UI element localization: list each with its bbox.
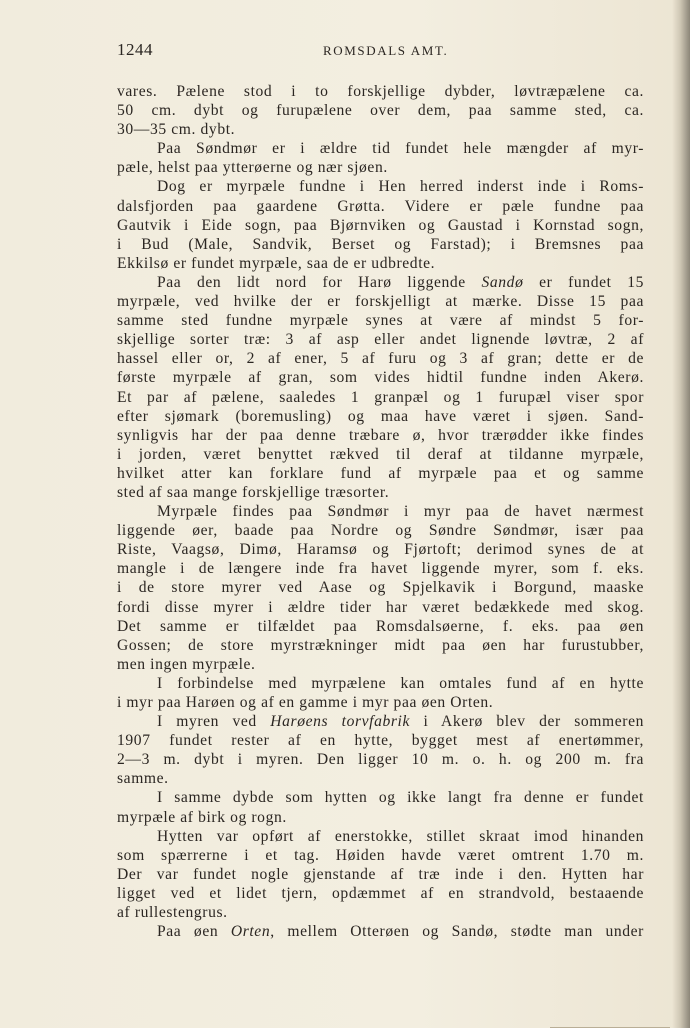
- text-line: Paa øen Orten, mellem Otterøen og Sandø, stødte man under: [157, 923, 644, 941]
- text-line: I samme dybde som hytten og ikke langt fra denne er fundet: [157, 789, 644, 807]
- text-line: Et par af pælene, saaledes 1 granpæl og 1 furupæl viser spor: [117, 388, 644, 406]
- text-line: i de store myrer ved Aase og Spjelkavik i Borgund, maaske: [117, 579, 644, 597]
- text-line: Hytten var opført af enerstokke, stillet skraat imod hinanden: [157, 827, 644, 845]
- text-line: Der var fundet nogle gjenstande af træ inde i den. Hytten har: [117, 865, 644, 883]
- text-line: ligget ved et lidet tjern, opdæmmet af en strandvold, bestaaende: [117, 884, 644, 902]
- page-edge-lines: [550, 997, 670, 1028]
- text-line: Det samme er tilfældet paa Romsdalsøerne, f. eks. paa øen: [117, 617, 644, 635]
- text-line: I forbindelse med myrpælene kan omtales fund af en hytte: [157, 674, 644, 692]
- text-line: skjellige sorter træ: 3 af asp eller andet lignende løvtræ, 2 af: [117, 331, 644, 349]
- text-line: sted af saa mange forskjellige træsorter.: [117, 483, 390, 501]
- text-line: hvilket atter kan forklare fund af myrpæle paa et og samme: [117, 464, 644, 482]
- text-line: i jorden, været benyttet rækved til deraf at tildanne myrpæle,: [117, 445, 644, 463]
- text-line: Paa Søndmør er i ældre tid fundet hele mængder af myr-: [157, 140, 644, 158]
- text-line: Dog er myrpæle fundne i Hen herred inderst inde i Roms-: [157, 178, 644, 196]
- text-line: Riste, Vaagsø, Dimø, Haramsø og Fjørtoft; derimod synes de at: [117, 541, 644, 559]
- text-line: synligvis har der paa denne træbare ø, hvor trærødder ikke findes: [117, 426, 644, 444]
- text-line: i myr paa Harøen og af en gamme i myr paa øen Orten.: [117, 694, 494, 711]
- text-line: vares. Pælene stod i to forskjellige dybder, løvtræpælene ca.: [117, 83, 644, 100]
- text-line: Gossen; de store myrstrækninger midt paa øen har furustubber,: [117, 636, 644, 654]
- text-line: første myrpæle af gran, som vides hidtil fundne inden Akerø.: [117, 369, 644, 387]
- text-line: efter sjømark (boremusling) og maa have været i sjøen. Sand-: [117, 407, 644, 425]
- text-line: myrpæle, ved hvilke der er forskjelligt at mærke. Disse 15 paa: [117, 293, 644, 311]
- text-line: af rullestengrus.: [117, 904, 228, 922]
- text-line: liggende øer, baade paa Nordre og Søndre Søndmør, især paa: [117, 522, 644, 540]
- text-line: pæle, helst paa ytterøerne og nær sjøen.: [117, 159, 388, 177]
- text-line: som spærrerne i et tag. Høiden havde været omtrent 1.70 m.: [117, 846, 644, 864]
- text-line: 1907 fundet rester af en hytte, bygget mest af enertømmer,: [117, 732, 644, 750]
- text-line: i Bud (Male, Sandvik, Berset og Farstad); i Bremsnes paa: [117, 235, 644, 253]
- body-text: [117, 82, 644, 941]
- page-number: 1244: [117, 40, 153, 59]
- text-line: Paa den lidt nord for Harø liggende Sandø er fundet 15: [157, 273, 644, 291]
- running-title: ROMSDALS AMT.: [323, 43, 449, 58]
- text-line: men ingen myrpæle.: [117, 655, 256, 673]
- text-line: fordi disse myrer i ældre tider har været bedækkede med skog.: [117, 598, 644, 616]
- text-line: 2—3 m. dybt i myren. Den ligger 10 m. o. h. og 200 m. fra: [117, 751, 644, 769]
- text-line: hassel eller or, 2 af ener, 5 af furu og 3 af gran; dette er de: [117, 350, 644, 368]
- text-line: 50 cm. dybt og furupælene over dem, paa samme sted, ca.: [117, 102, 644, 120]
- text-line: samme.: [117, 770, 169, 788]
- text-line: samme sted fundne myrpæle synes at være af mindst 5 for-: [117, 312, 644, 330]
- binding-shadow: [672, 0, 690, 1028]
- text-line: Myrpæle findes paa Søndmør i myr paa de havet nærmest: [157, 503, 644, 521]
- text-line: mangle i de længere inde fra havet liggende myrer, som f. eks.: [117, 560, 644, 578]
- page-header: [117, 40, 644, 62]
- text-line: Ekkilsø er fundet myrpæle, saa de er udbredte.: [117, 254, 436, 272]
- text-line: Gautvik i Eide sogn, paa Bjørnviken og Gaustad i Kornstad sogn,: [117, 216, 644, 234]
- text-line: I myren ved Harøens torvfabrik i Akerø blev der sommeren: [157, 713, 644, 731]
- text-line: dalsfjorden paa gaardene Grøtta. Videre er pæle fundne paa: [117, 197, 644, 215]
- text-line: 30—35 cm. dybt.: [117, 121, 236, 139]
- text-line: myrpæle af birk og rogn.: [117, 808, 287, 826]
